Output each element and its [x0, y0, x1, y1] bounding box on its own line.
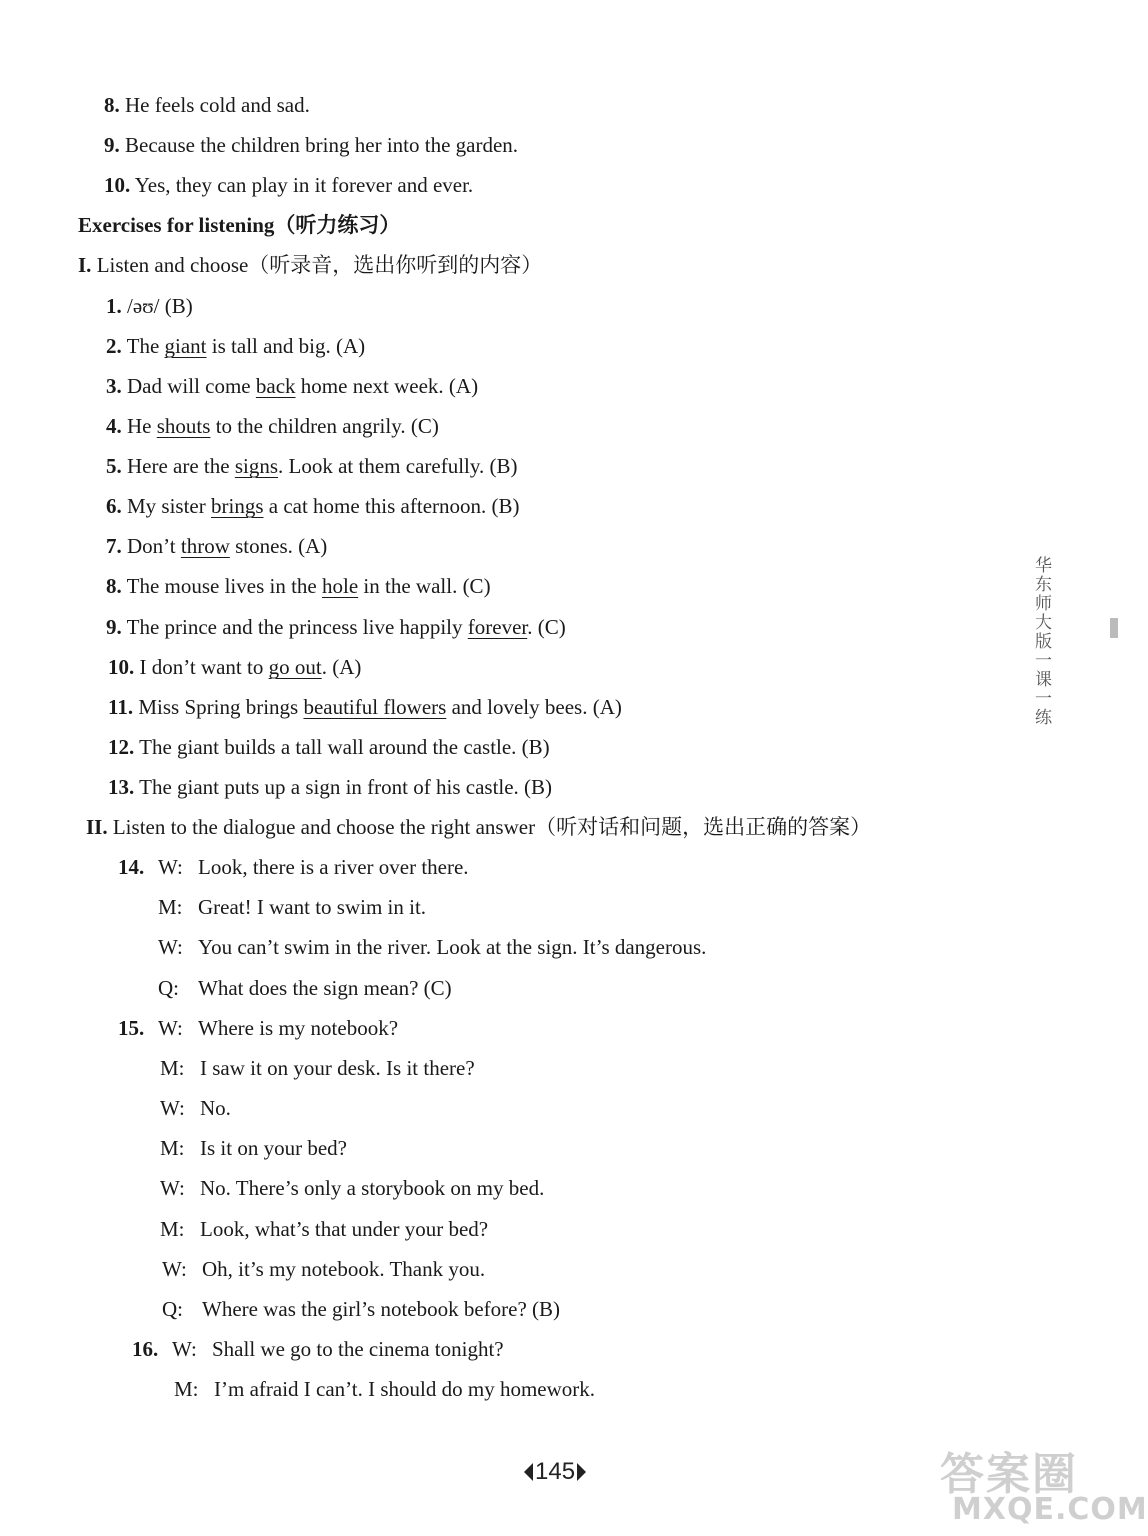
item-6: 6. My sister brings a cat home this afternoon. (B)	[106, 494, 520, 518]
dialogue-15-line-5: W: No. There’s only a storybook on my bed.	[160, 1176, 545, 1200]
answer-10: 10. Yes, they can play in it forever and ever.	[104, 173, 474, 197]
item-4: 4. He shouts to the children angrily. (C)	[106, 414, 439, 438]
section-1-title: I. Listen and choose（听录音，选出你听到的内容）	[78, 253, 543, 277]
right-triangle-icon	[577, 1463, 586, 1481]
watermark-logo	[932, 1432, 1148, 1532]
page-number-text: 145	[535, 1458, 576, 1485]
dialogue-15-question: Q: Where was the girl’s notebook before? (B)	[162, 1297, 561, 1321]
item-10: 10. I don’t want to go out. (A)	[108, 655, 362, 679]
section-2-title: II. Listen to the dialogue and choose the right answer（听对话和问题，选出正确的答案）	[86, 815, 872, 839]
watermark-cn: 答案圈	[940, 1449, 1078, 1500]
dialogue-14-line-1: 14. W: Look, there is a river over there.	[118, 855, 469, 879]
item-7: 7. Don’t throw stones. (A)	[106, 534, 328, 558]
item-11: 11. Miss Spring brings beautiful flowers and lovely bees. (A)	[108, 695, 622, 719]
answer-8: 8. He feels cold and sad.	[104, 93, 310, 117]
dialogue-15-line-3: W: No.	[160, 1096, 231, 1120]
section-heading: Exercises for listening（听力练习）	[78, 213, 401, 237]
dialogue-15-line-7: W: Oh, it’s my notebook. Thank you.	[162, 1257, 486, 1281]
dialogue-15-line-1: 15. W: Where is my notebook?	[118, 1016, 399, 1040]
side-tab-marker	[1110, 618, 1118, 638]
item-3: 3. Dad will come back home next week. (A)	[106, 374, 479, 398]
left-triangle-icon	[524, 1463, 533, 1481]
dialogue-16-line-2: M: I’m afraid I can’t. I should do my homework.	[174, 1377, 596, 1401]
watermark-en: MXQE.COM	[952, 1492, 1148, 1527]
item-8: 8. The mouse lives in the hole in the wall. (C)	[106, 574, 491, 598]
page-number	[524, 1458, 586, 1486]
item-12: 12. The giant builds a tall wall around the castle. (B)	[108, 735, 550, 759]
side-label: 华东师大版一课一练	[1031, 556, 1051, 727]
dialogue-15-line-2: M: I saw it on your desk. Is it there?	[160, 1056, 475, 1080]
item-13: 13. The giant puts up a sign in front of his castle. (B)	[108, 775, 553, 799]
answer-9: 9. Because the children bring her into the garden.	[104, 133, 519, 157]
dialogue-14-question: Q: What does the sign mean? (C)	[158, 976, 452, 1000]
dialogue-14-line-2: M: Great! I want to swim in it.	[158, 895, 427, 919]
dialogue-15-line-6: M: Look, what’s that under your bed?	[160, 1217, 489, 1241]
item-2: 2. The giant is tall and big. (A)	[106, 334, 366, 358]
item-9: 9. The prince and the princess live happily forever. (C)	[106, 615, 566, 639]
item-5: 5. Here are the signs. Look at them carefully. (B)	[106, 454, 518, 478]
dialogue-15-line-4: M: Is it on your bed?	[160, 1136, 347, 1160]
item-1: 1. /əʊ/ (B)	[106, 294, 193, 318]
dialogue-16-line-1: 16. W: Shall we go to the cinema tonight?	[132, 1337, 504, 1361]
dialogue-14-line-3: W: You can’t swim in the river. Look at the sign. It’s dangerous.	[158, 935, 707, 959]
